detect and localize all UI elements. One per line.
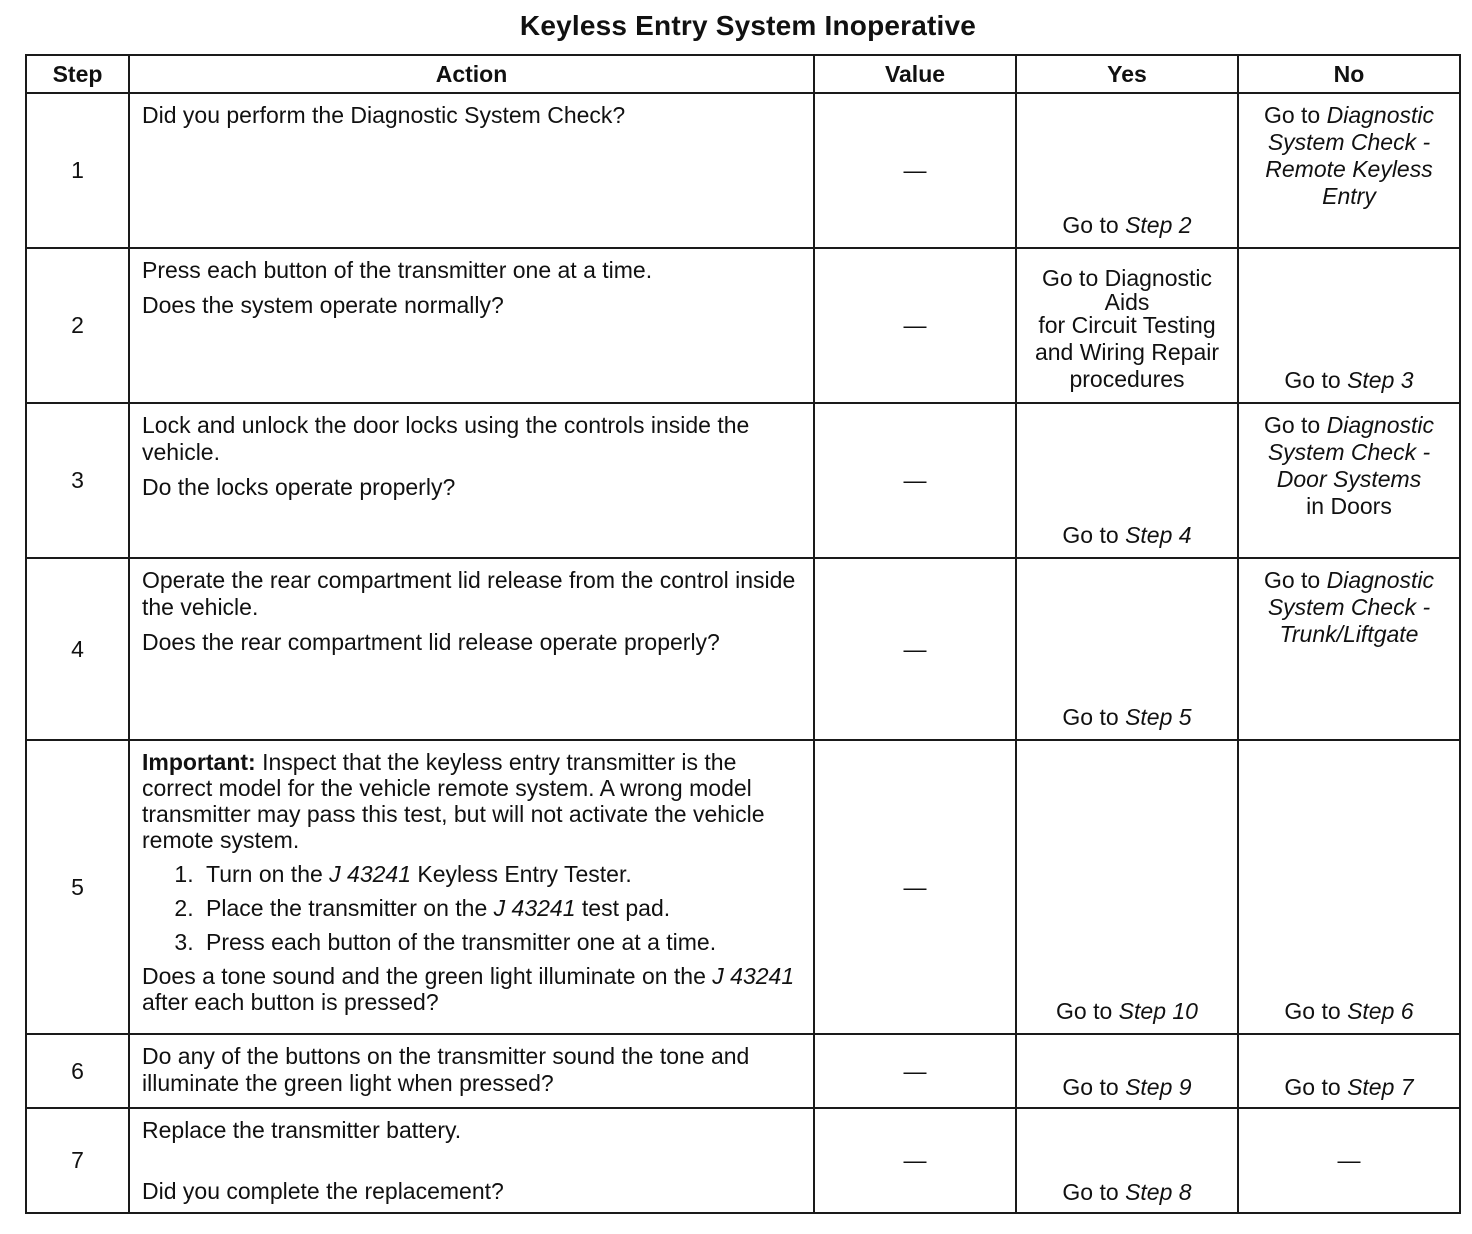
header-yes: Yes [1016,55,1238,93]
action-cell [129,403,814,558]
no-cell: Go to Diagnostic System Check - Door Systems in Doors [1238,403,1460,558]
step-number: 1 [26,93,129,248]
yes-cell [1016,403,1238,558]
action-cell [129,1034,814,1108]
step-number: 2 [26,248,129,403]
diagnostic-table [25,54,1461,1214]
action-question: Did you perform the Diagnostic System Check? [142,102,626,128]
table-row [26,403,1460,558]
important-note: Important: Inspect that the keyless entry transmitter is the correct model for the vehicle remote system. A wrong model transmitter may pass this test, but will not activate the vehicle remote system. [142,749,765,853]
yes-goto: Go to Step 4 [1062,522,1192,548]
step-number: 6 [26,1034,129,1108]
yes-cell [1016,740,1238,1034]
action-text: Press each button of the transmitter one at a time. [142,257,653,283]
yes-cell: Go to Diagnostic Aids for Circuit Testing and Wiring Repair procedures [1016,248,1238,403]
list-item: 3. Press each button of the transmitter one at a time. [200,929,803,955]
no-cell: Go to Diagnostic System Check - Remote Keyless Entry [1238,93,1460,248]
no-cell: Go to Diagnostic System Check - Trunk/Liftgate [1238,558,1460,740]
header-action: Action [129,55,814,93]
table-row [26,740,1460,1034]
yes-goto: Go to Step 9 [1062,1074,1192,1100]
action-question: Do the locks operate properly? [142,474,456,500]
no-cell [1238,1034,1460,1108]
action-question: Does a tone sound and the green light illuminate on the J 43241 after each button is pressed? [142,963,795,1015]
action-cell [129,1108,814,1213]
header-step: Step [26,55,129,93]
action-cell [129,558,814,740]
no-cell [1238,248,1460,403]
step-number: 3 [26,403,129,558]
yes-cell [1016,93,1238,248]
value-cell: — [814,403,1016,558]
yes-cell [1016,1108,1238,1213]
value-cell: — [814,248,1016,403]
no-goto: Go to Step 6 [1284,998,1414,1024]
yes-goto: Go to Step 5 [1062,704,1192,730]
value-cell: — [814,1108,1016,1213]
action-cell [129,740,814,1034]
list-item: 2. Place the transmitter on the J 43241 test pad. [200,895,803,921]
yes-goto: Go to Step 2 [1062,212,1192,238]
action-question: Do any of the buttons on the transmitter sound the tone and illuminate the green light when pressed? [142,1043,750,1096]
no-goto: Go to Step 7 [1284,1074,1414,1100]
table-row [26,248,1460,403]
action-question: Does the system operate normally? [142,292,504,318]
action-text: Operate the rear compartment lid release from the control inside the vehicle. [142,567,796,620]
step-number: 5 [26,740,129,1034]
action-text: Replace the transmitter battery. [142,1117,462,1143]
table-row [26,1034,1460,1108]
yes-goto: Go to Step 10 [1056,998,1198,1024]
action-text: Lock and unlock the door locks using the controls inside the vehicle. [142,412,750,465]
yes-cell [1016,558,1238,740]
value-cell: — [814,558,1016,740]
header-no: No [1238,55,1460,93]
action-cell [129,248,814,403]
step-number: 7 [26,1108,129,1213]
action-question: Did you complete the replacement? [142,1178,504,1204]
value-cell: — [814,740,1016,1034]
table-row [26,93,1460,248]
step-number: 4 [26,558,129,740]
yes-goto: Go to Step 8 [1062,1179,1192,1205]
table-row [26,558,1460,740]
no-cell: — [1238,1108,1460,1213]
value-cell: — [814,1034,1016,1108]
action-cell [129,93,814,248]
page-title: Keyless Entry System Inoperative [519,10,977,41]
table-row [26,1108,1460,1213]
yes-cell [1016,1034,1238,1108]
value-cell: — [814,93,1016,248]
list-item: 1. Turn on the J 43241 Keyless Entry Tester. [200,861,803,887]
no-cell [1238,740,1460,1034]
header-value: Value [814,55,1016,93]
header-row [26,55,1460,93]
no-goto: Go to Step 3 [1284,367,1414,393]
procedure-list [142,861,803,955]
action-question: Does the rear compartment lid release operate properly? [142,629,720,655]
